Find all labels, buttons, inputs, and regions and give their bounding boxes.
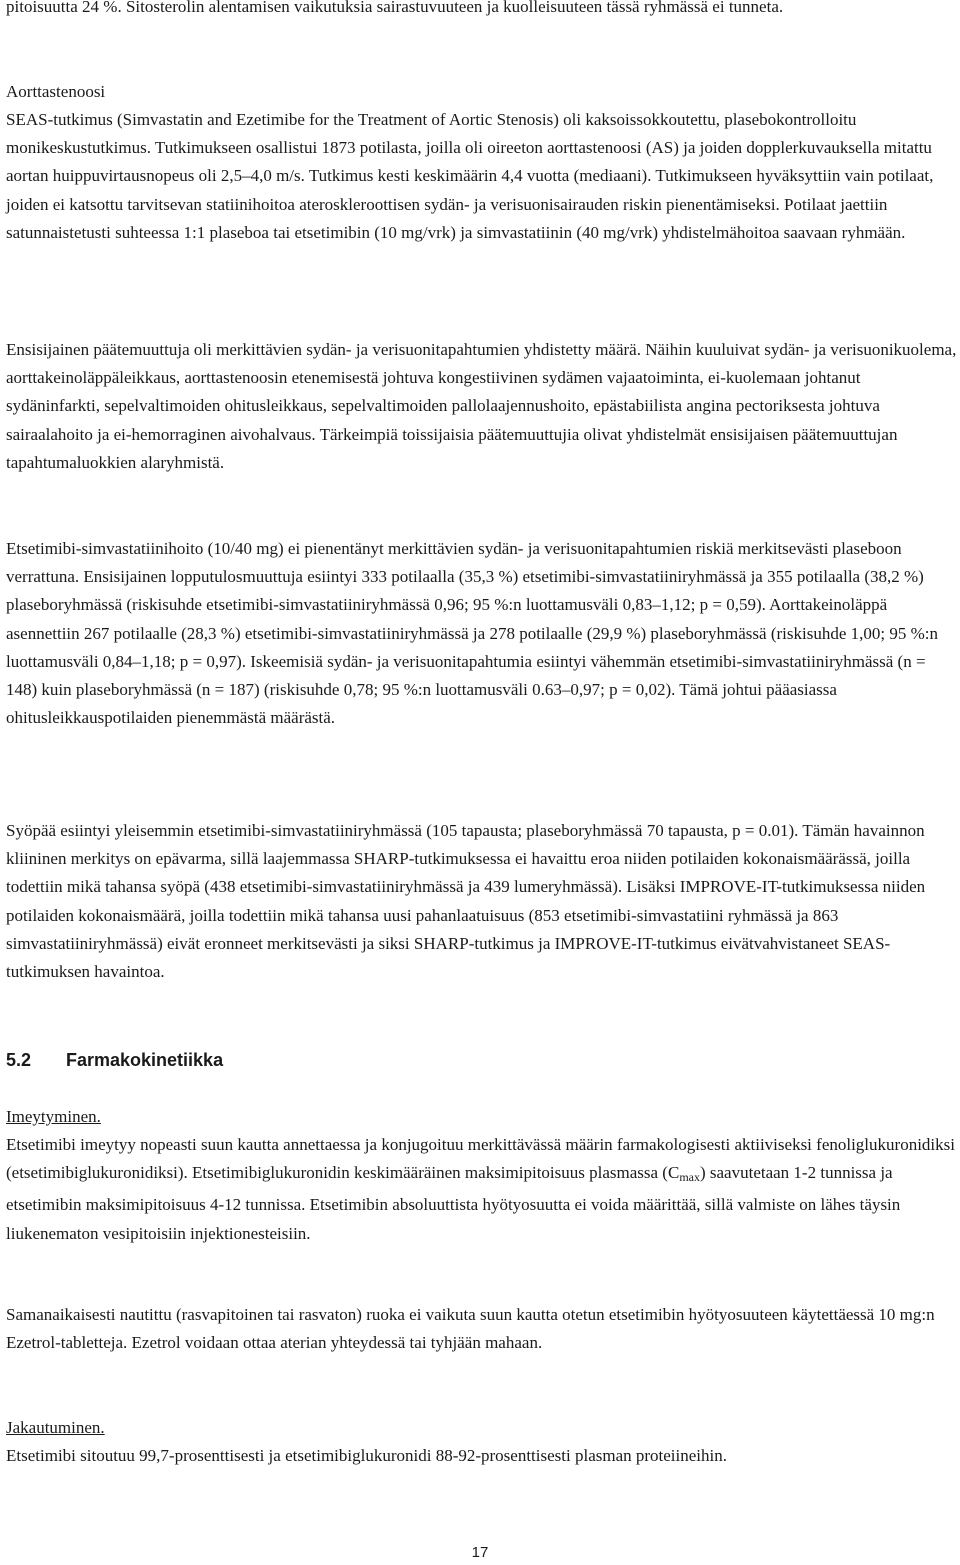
- cmax-subscript: max: [679, 1170, 700, 1185]
- absorption-subheading: Imeytyminen.: [6, 1107, 101, 1126]
- section-heading: [6, 1046, 223, 1074]
- paragraph-food-effect: Samanaikaisesti nautittu (rasvapitoinen tai rasvaton) ruoka ei vaikuta suun kautta otetun etsetimibin hyötyosuuteen käytettäessä 10 mg:n Ezetrol-tabletteja. Ezetrol voidaan ottaa aterian yhteydessä tai tyhjään mahaan.: [6, 1305, 935, 1353]
- section-title: Farmakokinetiikka: [66, 1050, 224, 1070]
- paragraph-sitosterol: pitoisuutta 24 %. Sitosterolin alentamisen vaikutuksia sairastuvuuteen ja kuolleisuuteen tässä ryhmässä ei tunneta.: [6, 0, 784, 16]
- paragraph-primary-endpoint: Ensisijainen päätemuuttuja oli merkittävien sydän- ja verisuonitapahtumien yhdistetty määrä. Näihin kuuluivat sydän- ja verisuonikuolema, aorttakeinoläppäleikkaus, aorttastenoosin etenemisestä johtuva kongestiivinen sydämen vajaatoiminta, ei-kuolemaan johtanut sydäninfarkti, sepelvaltimoiden ohitusleikkaus, sepelvaltimoiden pallolaajennushoito, epästabiilista angina pectoriksesta johtuva sairaalahoito ja ei-hemorraginen aivohalvaus. Tärkeimpiä toissijaisia päätemuuttujia olivat yhdistelmät ensisijaisen päätemuuttujan tapahtumaluokkien alaryhmistä.: [6, 340, 957, 472]
- paragraph-results: Etsetimibi-simvastatiinihoito (10/40 mg) ei pienentänyt merkittävien sydän- ja verisuonitapahtumien riskiä merkitsevästi plaseboon verrattuna. Ensisijainen lopputulosmuuttuja esiintyi 333 potilaalla (35,3 %) etsetimibi-simvastatiiniryhmässä ja 355 potilaalla (38,2 %) plaseboryhmässä (riskisuhde etsetimibi-simvastatiiniryhmässä 0,96; 95 %:n luottamusväli 0,83–1,12; p = 0,59). Aorttakeinoläppä asennettiin 267 potilaalle (28,3 %) etsetimibi-simvastatiiniryhmässä ja 278 potilaalle (29,9 %) plaseboryhmässä (riskisuhde 1,00; 95 %:n luottamusväli 0,84–1,18; p = 0,97). Iskeemisiä sydän- ja verisuonitapahtumia esiintyi vähemmän etsetimibi-simvastatiiniryhmässä (n = 148) kuin plaseboryhmässä (n = 187) (riskisuhde 0,78; 95 %:n luottamusväli 0.63–0,97; p = 0,02). Tämä johtui pääasiassa ohitusleikkauspotilaiden pienemmästä määrästä.: [6, 539, 938, 728]
- aortic-stenosis-subheading: Aorttastenoosi: [6, 82, 106, 101]
- paragraph-absorption: [6, 1131, 958, 1248]
- absorption-text-part2: ) saavutetaan 1-2 tunnissa ja etsetimibin maksimipitoisuus 4-12 tunnissa. Etsetimibin absoluuttista hyötyosuutta ei voida määrittää, sillä valmiste on lähes täysin liukenematon vesipitoisiin injektionesteisiin.: [6, 1163, 901, 1243]
- page-number: 17: [471, 1544, 489, 1561]
- paragraph-distribution: Etsetimibi sitoutuu 99,7-prosenttisesti ja etsetimibiglukuronidi 88-92-prosenttisesti plasman proteiineihin.: [6, 1446, 727, 1465]
- absorption-text-part1: Etsetimibi imeytyy nopeasti suun kautta annettaessa ja konjugoituu merkittävässä määrin farmakologisesti aktiiviseksi fenoliglukuronidiksi (etsetimibiglukuronidiksi). Etsetimibiglukuronidin keskimääräinen maksimipitoisuus plasmassa (C: [6, 1135, 955, 1183]
- section-number: 5.2: [6, 1050, 32, 1070]
- paragraph-cancer: Syöpää esiintyi yleisemmin etsetimibi-simvastatiiniryhmässä (105 tapausta; plaseboryhmässä 70 tapausta, p = 0.01). Tämän havainnon kliininen merkitys on epävarma, sillä laajemmassa SHARP-tutkimuksessa ei havaittu eroa niiden potilaiden kokonaismäärässä, joilla todettiin mikä tahansa syöpä (438 etsetimibi-simvastatiiniryhmässä ja 439 lumeryhmässä). Lisäksi IMPROVE-IT-tutkimuksessa niiden potilaiden kokonaismäärä, joilla todettiin mikä tahansa uusi pahanlaatuisuus (853 etsetimibi-simvastatiini ryhmässä ja 863 simvastatiiniryhmässä) eivät eronneet merkitsevästi ja siksi SHARP-tutkimus ja IMPROVE-IT-tutkimus eivätvahvistaneet SEAS-tutkimuksen havaintoa.: [6, 821, 926, 982]
- paragraph-seas-study: SEAS-tutkimus (Simvastatin and Ezetimibe for the Treatment of Aortic Stenosis) oli kaksoissokkoutettu, plasebokontrolloitu monikeskustutkimus. Tutkimukseen osallistui 1873 potilasta, joilla oli oireeton aorttastenoosi (AS) ja joiden dopplerkuvauksella mitattu aortan huippuvirtausnopeus oli 2,5–4,0 m/s. Tutkimus kesti keskimäärin 4,4 vuotta (mediaani). Tutkimukseen hyväksyttiin vain potilaat, joiden ei katsottu tarvitsevan statiinihoitoa ateroskleroottisen sydän- ja verisuonisairauden riskin pienentämiseksi. Potilaat jaettiin satunnaistetusti suhteessa 1:1 plaseboa tai etsetimibin (10 mg/vrk) ja simvastatiinin (40 mg/vrk) yhdistelmähoitoa saavaan ryhmään.: [6, 110, 934, 242]
- distribution-subheading: Jakautuminen.: [6, 1418, 105, 1437]
